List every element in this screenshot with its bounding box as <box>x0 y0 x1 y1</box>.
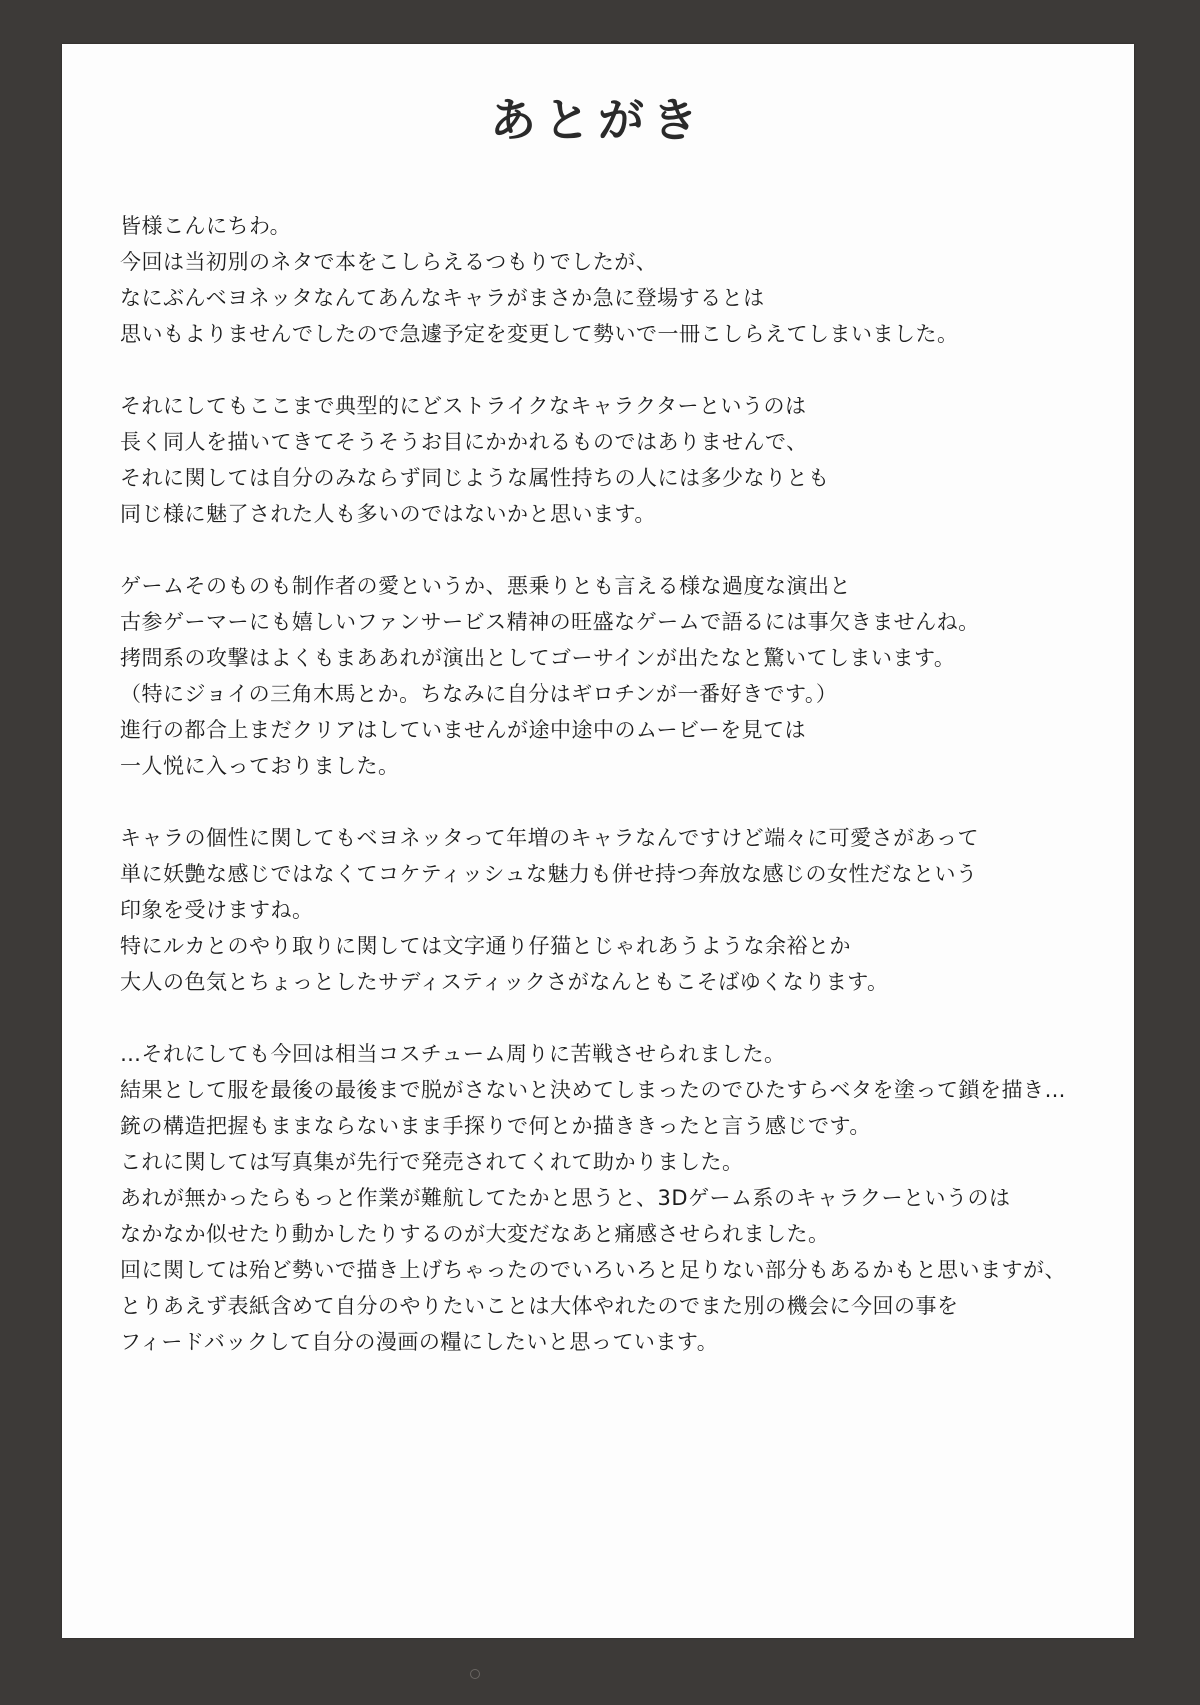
paragraph-3 <box>120 568 1120 784</box>
text-line: 古参ゲーマーにも嬉しいファンサービス精神の旺盛なゲームで語るには事欠きませんね。 <box>120 610 980 634</box>
text-line: 回に関しては殆ど勢いで描き上げちゃったのでいろいろと足りない部分もあるかもと思いますが、 <box>120 1258 1066 1282</box>
paragraph-1 <box>120 208 1120 352</box>
text-line: キャラの個性に関してもベヨネッタって年増のキャラなんですけど端々に可愛さがあって <box>120 826 979 850</box>
text-line: とりあえず表紙含めて自分のやりたいことは大体やれたのでまた別の機会に今回の事を <box>120 1294 959 1318</box>
text-line: 単に妖艶な感じではなくてコケティッシュな魅力も併せ持つ奔放な感じの女性だなという <box>120 862 978 886</box>
text-line: …それにしても今回は相当コスチューム周りに苦戦させられました。 <box>120 1042 786 1066</box>
text-line: なかなか似せたり動かしたりするのが大変だなあと痛感させられました。 <box>120 1222 830 1246</box>
text-line: 同じ様に魅了された人も多いのではないかと思います。 <box>120 502 656 526</box>
afterword-body <box>120 208 1120 1396</box>
binding-hole-mark <box>470 1669 480 1679</box>
text-line: （特にジョイの三角木馬とか。ちなみに自分はギロチンが一番好きです。） <box>120 682 838 706</box>
afterword-page <box>62 44 1134 1638</box>
text-line: 印象を受けますね。 <box>120 898 314 922</box>
text-line: 長く同人を描いてきてそうそうお目にかかれるものではありませんで、 <box>120 430 808 454</box>
text-line: 大人の色気とちょっとしたサディスティックさがなんともこそばゆくなります。 <box>120 970 889 994</box>
text-line: 皆様こんにちわ。 <box>120 214 292 238</box>
paragraph-4 <box>120 820 1120 1000</box>
text-line: これに関しては写真集が先行で発売されてくれて助かりました。 <box>120 1150 744 1174</box>
paragraph-2 <box>120 388 1120 532</box>
text-line: それに関しては自分のみならず同じような属性持ちの人には多少なりとも <box>120 466 830 490</box>
text-line: 銃の構造把握もままならないまま手探りで何とか描ききったと言う感じです。 <box>120 1114 871 1138</box>
text-line: 進行の都合上まだクリアはしていませんが途中途中のムービーを見ては <box>120 718 807 742</box>
text-line: フィードバックして自分の漫画の糧にしたいと思っています。 <box>120 1330 719 1354</box>
text-line: なにぶんベヨネッタなんてあんなキャラがまさか急に登場するとは <box>120 286 765 310</box>
text-line: 拷問系の攻撃はよくもまああれが演出としてゴーサインが出たなと驚いてしまいます。 <box>120 646 956 670</box>
text-line: 今回は当初別のネタで本をこしらえるつもりでしたが、 <box>120 250 658 274</box>
text-line: あれが無かったらもっと作業が難航してたかと思うと、3Dゲーム系のキャラクーというのは <box>120 1186 1011 1210</box>
text-line: 特にルカとのやり取りに関しては文字通り仔猫とじゃれあうような余裕とか <box>120 934 851 958</box>
text-line: 結果として服を最後の最後まで脱がさないと決めてしまったのでひたすらベタを塗って鎖を描き… <box>120 1078 1066 1102</box>
text-line: 思いもよりませんでしたので急遽予定を変更して勢いで一冊こしらえてしまいました。 <box>120 322 959 346</box>
text-line: それにしてもここまで典型的にどストライクなキャラクターというのは <box>120 394 807 418</box>
text-line: 一人悦に入っておりました。 <box>120 754 400 778</box>
page-title: あとがき <box>490 93 706 147</box>
paragraph-5 <box>120 1036 1120 1360</box>
text-line: ゲームそのものも制作者の愛というか、悪乗りとも言える様な過度な演出と <box>120 574 851 598</box>
